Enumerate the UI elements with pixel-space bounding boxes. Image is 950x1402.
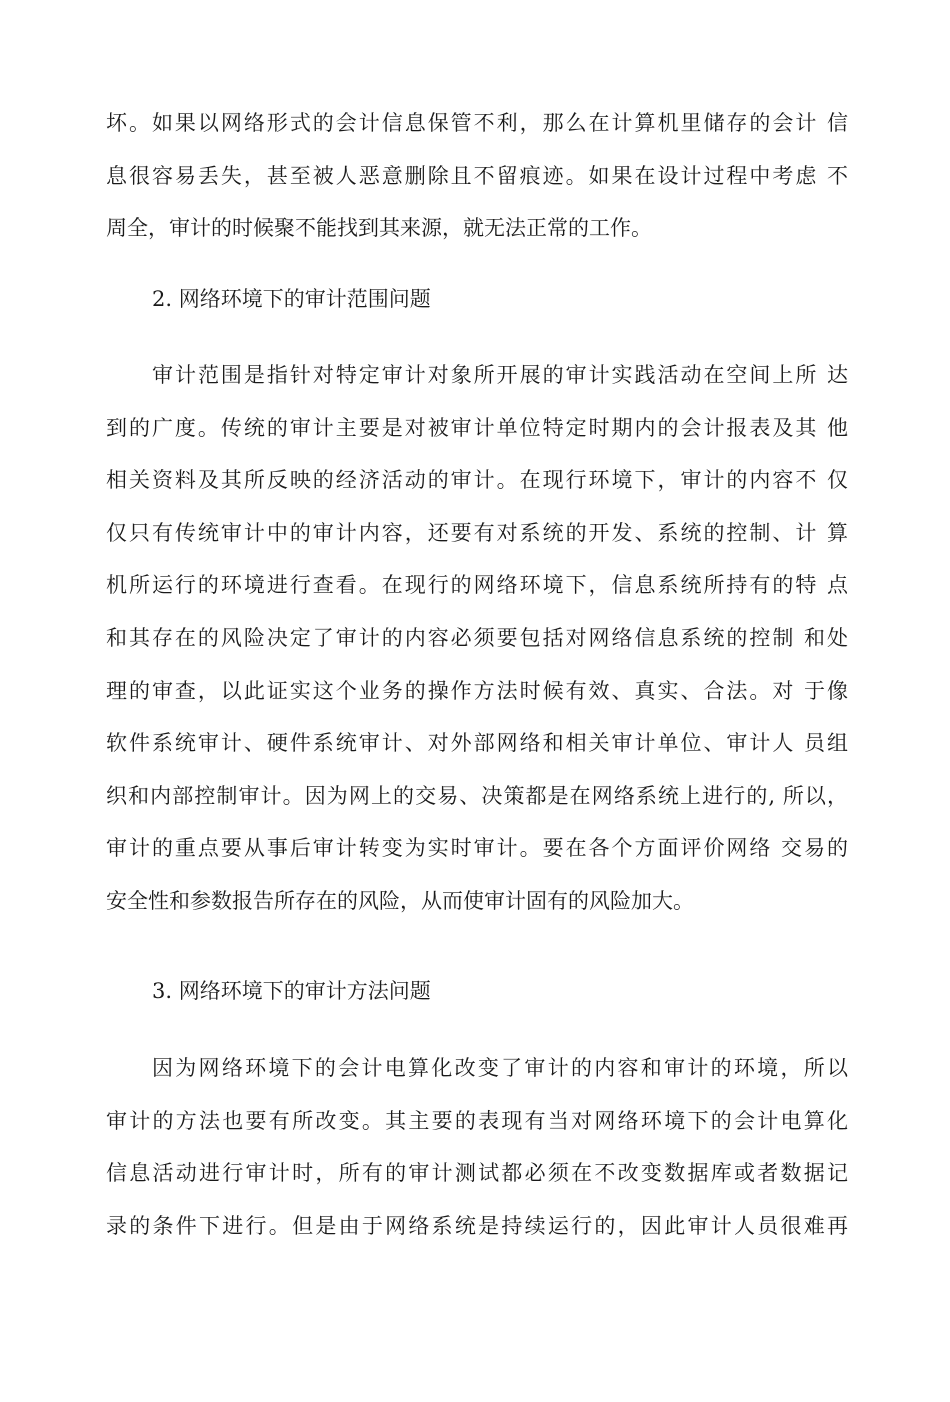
paragraph-1 <box>106 97 848 255</box>
paragraph-line: 审计的重点要从事后审计转变为实时审计。要在各个方面评价网络 交易的 <box>106 836 848 861</box>
paragraph-line: 机所运行的环境进行查看。在现行的网络环境下，信息系统所持有的特 点 <box>106 573 848 598</box>
paragraph-line: 息很容易丢失，甚至被人恶意删除且不留痕迹。如果在设计过程中考虑 不 <box>106 163 848 188</box>
paragraph-line: 织和内部控制审计。因为网上的交易、决策都是在网络系统上进行的, 所以， <box>106 783 848 808</box>
paragraph-line: 因为网络环境下的会计电算化改变了审计的内容和审计的环境，所以 <box>152 1056 848 1080</box>
paragraph-line: 相关资料及其所反映的经济活动的审计。在现行环境下，审计的内容不 仅 <box>106 468 848 493</box>
section-heading-3: 3. 网络环境下的审计方法问题 <box>152 979 431 1003</box>
paragraph-line: 软件系统审计、硬件系统审计、对外部网络和相关审计单位、审计人 员组 <box>106 731 848 756</box>
paragraph-line: 安全性和参数报告所存在的风险，从而使审计固有的风险加大。 <box>106 888 694 913</box>
paragraph-line: 仅只有传统审计中的审计内容，还要有对系统的开发、系统的控制、计 算 <box>106 520 848 545</box>
paragraph-line: 理的审查，以此证实这个业务的操作方法时候有效、真实、合法。对 于像 <box>106 678 848 703</box>
paragraph-line: 周全，审计的时候聚不能找到其来源，就无法正常的工作。 <box>106 216 652 241</box>
section-heading-2: 2. 网络环境下的审计范围问题 <box>152 287 431 311</box>
paragraph-line: 审计的方法也要有所改变。其主要的表现有当对网络环境下的会计电算化 <box>106 1108 848 1133</box>
paragraph-line: 录的条件下进行。但是由于网络系统是持续运行的，因此审计人员很难再 <box>106 1213 848 1238</box>
paragraph-line: 到的广度。传统的审计主要是对被审计单位特定时期内的会计报表及其 他 <box>106 415 848 440</box>
paragraph-line: 审计范围是指针对特定审计对象所开展的审计实践活动在空间上所 达 <box>152 363 848 387</box>
paragraph-line: 坏。如果以网络形式的会计信息保管不利，那么在计算机里储存的会计 信 <box>106 111 848 135</box>
paragraph-line: 和其存在的风险决定了审计的内容必须要包括对网络信息系统的控制 和处 <box>106 625 848 650</box>
paragraph-3 <box>106 1042 848 1252</box>
paragraph-2 <box>106 349 848 928</box>
paragraph-line: 信息活动进行审计时，所有的审计测试都必须在不改变数据库或者数据记 <box>106 1161 848 1186</box>
